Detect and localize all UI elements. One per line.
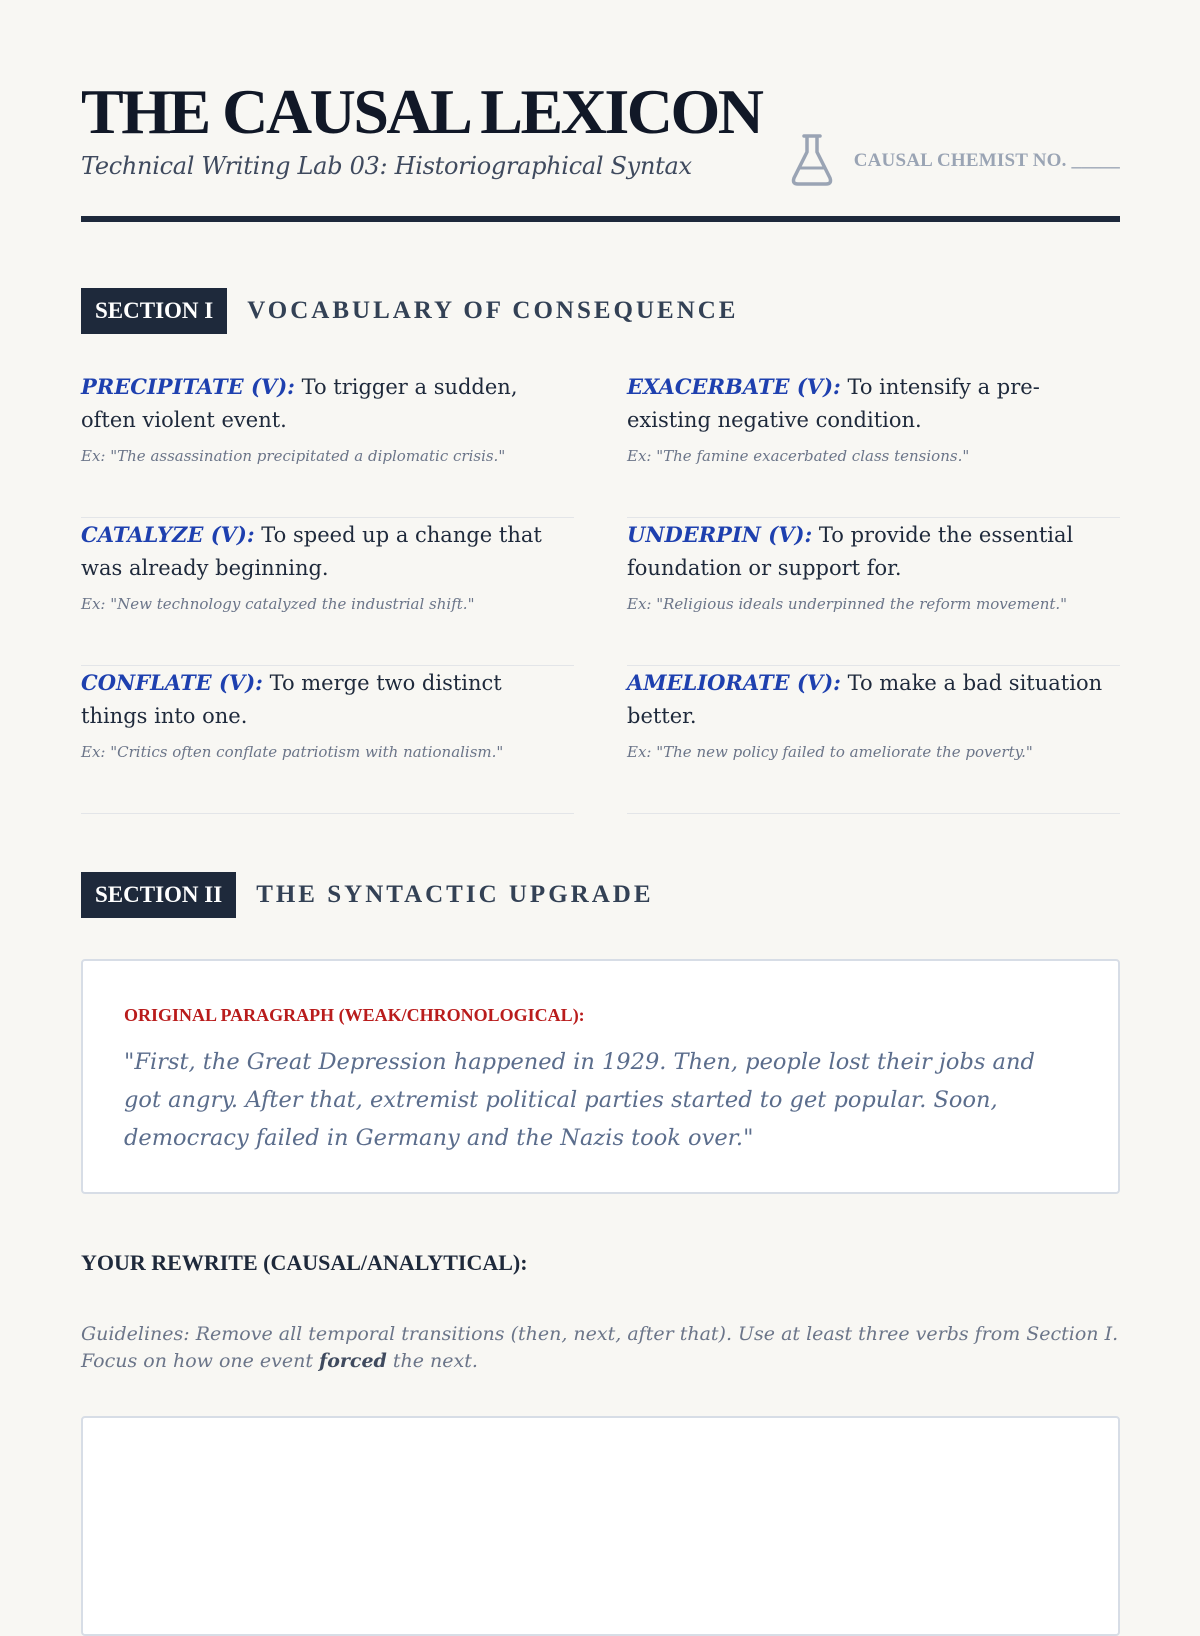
section-2-badge: SECTION II [81, 872, 236, 918]
vocab-term [81, 370, 574, 518]
term-example: Ex: "Religious ideals underpinned the reform movement." [627, 595, 1068, 613]
guidelines-end: the next. [386, 1350, 478, 1372]
term-line [81, 370, 574, 437]
term-word: CATALYZE (V): [81, 522, 255, 547]
section-2-heading [81, 872, 654, 918]
rewrite-label: YOUR REWRITE (CAUSAL/ANALYTICAL): [81, 1250, 528, 1275]
rewrite-textarea[interactable] [81, 1416, 1120, 1636]
guidelines-emphasis: forced [319, 1350, 387, 1372]
guidelines-start: Guidelines: Remove all temporal transitions (then, next, after that). Use at least three verbs from Section I. Focus on how one event [81, 1323, 1119, 1372]
term-definition: To merge two distinct things into one. [81, 671, 502, 728]
term-word: CONFLATE (V): [81, 670, 263, 695]
section-1-badge: SECTION I [81, 288, 227, 334]
original-paragraph-text: "First, the Great Depression happened in 1929. Then, people lost their jobs and got angry. After that, extremist political parties started to get popular. Soon, democracy failed in Germany and the Nazis took over." [124, 1049, 1035, 1151]
term-definition: To speed up a change that was already beginning. [81, 523, 542, 580]
term-definition: To intensify a pre-existing negative condition. [627, 375, 1040, 432]
vocab-term [81, 666, 574, 814]
term-example: Ex: "The assassination precipitated a diplomatic crisis." [81, 447, 506, 465]
term-word: PRECIPITATE (V): [81, 374, 295, 399]
section-1-title: VOCABULARY OF CONSEQUENCE [247, 297, 739, 324]
header [81, 0, 1120, 222]
guidelines-text [81, 1321, 1120, 1375]
original-paragraph-label: ORIGINAL PARAGRAPH (WEAK/CHRONOLOGICAL): [124, 1005, 585, 1025]
term-line [627, 666, 1120, 733]
vocab-term [81, 518, 574, 666]
vocab-term [627, 666, 1120, 814]
original-paragraph-card [81, 959, 1120, 1194]
term-example: Ex: "Critics often conflate patriotism with nationalism." [81, 743, 504, 761]
term-line [627, 518, 1120, 585]
section-1-heading [81, 288, 738, 334]
term-line [627, 370, 1120, 437]
term-definition: To trigger a sudden, often violent event. [81, 375, 518, 432]
page-subtitle: Technical Writing Lab 03: Historiographical Syntax [81, 152, 692, 180]
chemist-number-field: CAUSAL CHEMIST NO. _____ [853, 150, 1120, 171]
term-line [81, 666, 574, 733]
term-word: AMELIORATE (V): [627, 670, 841, 695]
term-example: Ex: "New technology catalyzed the industrial shift." [81, 595, 475, 613]
term-word: UNDERPIN (V): [627, 522, 813, 547]
term-line [81, 518, 574, 585]
page-title: THE CAUSAL LEXICON [81, 76, 762, 147]
vocab-term [627, 518, 1120, 666]
section-2-title: THE SYNTACTIC UPGRADE [256, 881, 654, 908]
vocab-term [627, 370, 1120, 518]
term-definition: To provide the essential foundation or support for. [627, 523, 1074, 580]
worksheet-page [81, 0, 1120, 1372]
term-example: Ex: "The famine exacerbated class tensions." [627, 447, 970, 465]
term-word: EXACERBATE (V): [627, 374, 841, 399]
term-example: Ex: "The new policy failed to ameliorate the poverty." [627, 743, 1033, 761]
flask-icon [789, 132, 835, 188]
term-definition: To make a bad situation better. [627, 671, 1103, 728]
